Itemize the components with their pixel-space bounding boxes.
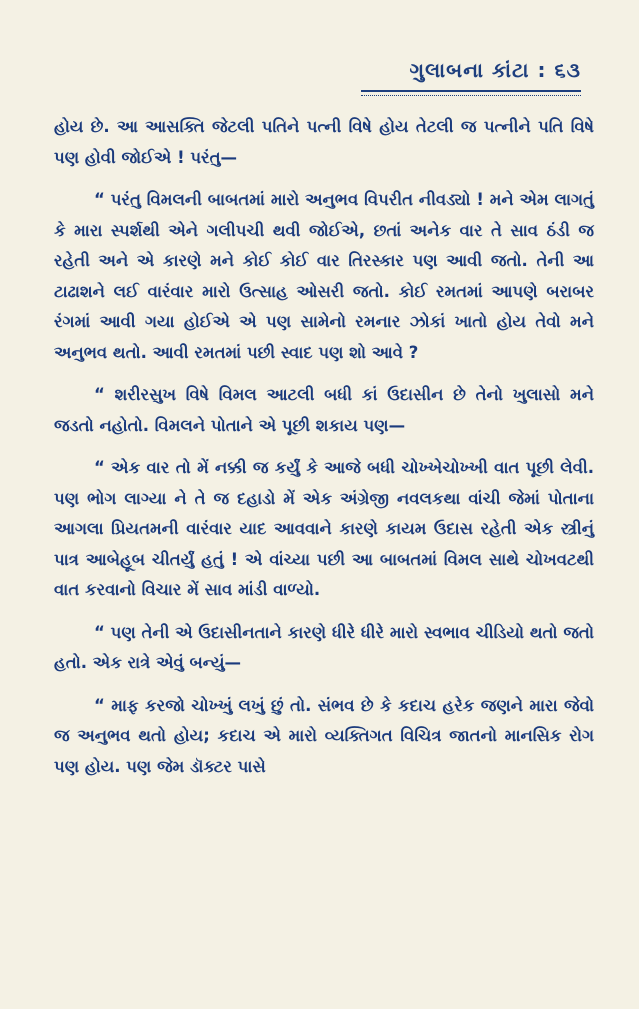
page-body: [54, 112, 594, 794]
running-head: ગુલાબના કાંટા : ૬૩: [409, 58, 581, 82]
paragraph-1: હોય છે. આ આસક્તિ જેટલી પતિને પત્ની વિષે હોય તેટલી જ પત્નીને પતિ વિષે પણ હોવી જોઈએ ! પરંતુ—: [54, 117, 594, 167]
paragraph-3: “ શરીરસુખ વિષે વિમલ આટલી બધી કાં ઉદાસીન છે તેનો ખુલાસો મને જડતો નહોતો. વિમલને પોતાને એ પૂછી શકાય પણ—: [54, 385, 594, 435]
paragraph-6: “ માફ કરજો ચોખ્ખું લખું છું તો. સંભવ છે કે કદાચ હરેક જણને મારા જેવો જ અનુભવ થતો હોય; કદાચ એ મારો વ્યક્તિગત વિચિત્ર જાતનો માનસિક રોગ પણ હોય. પણ જેમ ડૉક્ટર પાસે: [54, 695, 594, 776]
paragraph-2: “ પરંતુ વિમલની બાબતમાં મારો અનુભવ વિપરીત નીવડ્યો ! મને એમ લાગતું કે મારા સ્પર્શથી એને ગલીપચી થવી જોઈએ, છતાં અનેક વાર તે સાવ ઠંડી જ રહેતી અને એ કારણે મને કોઈ કોઈ વાર તિરસ્કાર પણ આવી જતો. તેની આ ટાઢાશને લઈ વારંવાર મારો ઉત્સાહ ઓસરી જતો. કોઈ રમતમાં આપણે બરાબર રંગમાં આવી ગયા હોઈએ એ પણ સામેનો રમનાર ઝોકાં ખાતો હોય તેવો મને અનુભવ થતો. આવી રમતમાં પછી સ્વાદ પણ શો આવે ?: [54, 190, 594, 362]
header-rule: [361, 90, 581, 96]
paragraph-4: “ એક વાર તો મેં નક્કી જ કર્યું કે આજે બધી ચોખ્ખેચોખ્ખી વાત પૂછી લેવી. પણ ભોગ લાગ્યા ને તે જ દહાડો મેં એક અંગ્રેજી નવલકથા વાંચી જેમાં પોતાના આગલા પ્રિયતમની વારંવાર યાદ આવવાને કારણે કાયમ ઉદાસ રહેતી એક સ્ત્રીનું પાત્ર આબેહૂબ ચીતર્યું હતું ! એ વાંચ્યા પછી આ બાબતમાં વિમલ સાથે ચોખવટથી વાત કરવાનો વિચાર મેં સાવ માંડી વાળ્યો.: [54, 458, 594, 599]
paragraph-5: “ પણ તેની એ ઉદાસીનતાને કારણે ધીરે ધીરે મારો સ્વભાવ ચીડિયો થતો જતો હતો. એક રાત્રે એવું બન્યું—: [54, 622, 594, 672]
